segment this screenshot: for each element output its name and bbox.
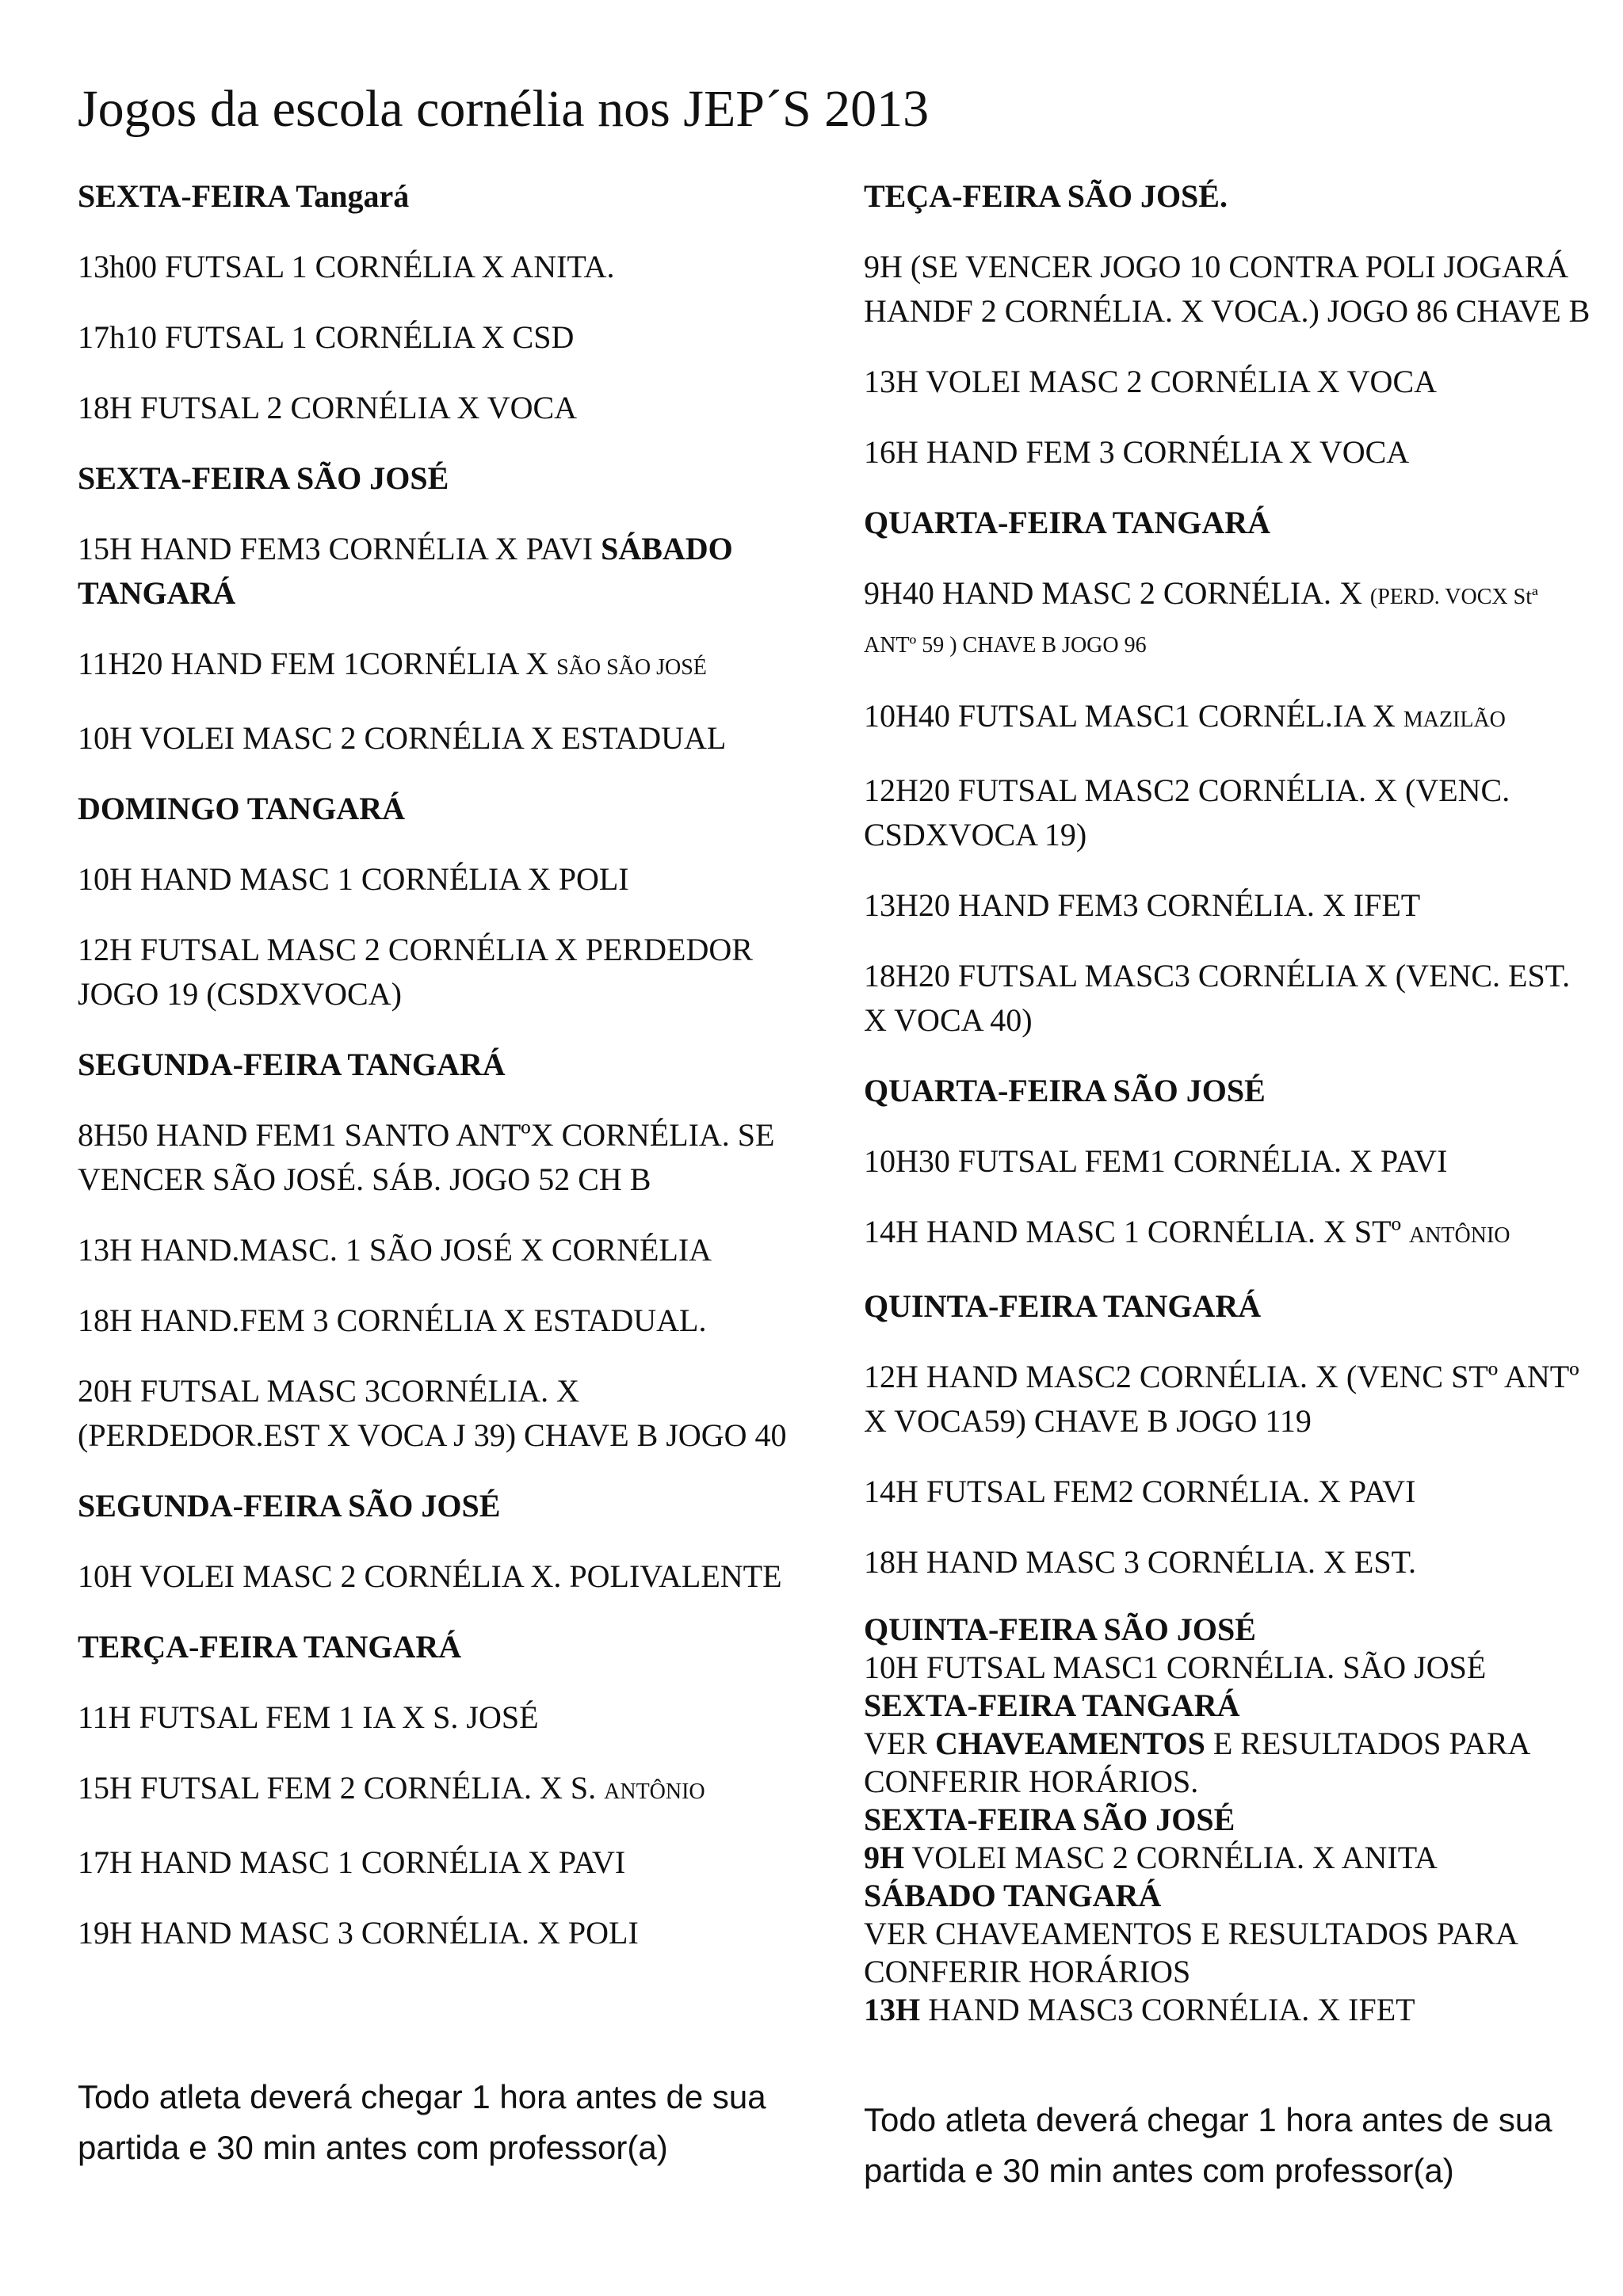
game-text: VER: [864, 1726, 935, 1761]
game-text: 9H40 HAND MASC 2 CORNÉLIA. X: [864, 575, 1370, 611]
game-entry: [864, 1725, 1593, 1801]
game-entry: 18H20 FUTSAL MASC3 CORNÉLIA X (VENC. EST. X VOCA 40): [864, 958, 1571, 1038]
game-text-small: MAZILÃO: [1403, 707, 1506, 732]
game-text-small: ANTÔNIO: [1409, 1223, 1510, 1248]
day-heading: TEÇA-FEIRA SÃO JOSÉ.: [864, 178, 1228, 214]
left-column: [78, 174, 807, 2166]
game-entry: [78, 527, 807, 616]
day-heading: SEXTA-FEIRA TANGARÁ: [864, 1688, 1240, 1723]
game-entry: 11H FUTSAL FEM 1 IA X S. JOSÉ: [78, 1699, 539, 1735]
game-entry: VER CHAVEAMENTOS E RESULTADOS PARA CONFERIR HORÁRIOS: [864, 1916, 1517, 1989]
game-text: E RESULTADOS PARA CONFERIR HORÁRIOS.: [864, 1726, 1529, 1799]
game-entry: 13h00 FUTSAL 1 CORNÉLIA X ANITA.: [78, 249, 615, 284]
game-entry: [78, 1766, 807, 1814]
game-text-small: (PERD. VOCX Stª ANTº 59 ) CHAVE B JOGO 96: [864, 585, 1538, 658]
game-entry: [864, 1210, 1593, 1258]
day-heading: DOMINGO TANGARÁ: [78, 791, 405, 826]
game-entry: 10H VOLEI MASC 2 CORNÉLIA X. POLIVALENTE: [78, 1558, 782, 1594]
day-heading: QUINTA-FEIRA SÃO JOSÉ: [864, 1611, 1256, 1647]
game-entry: 12H FUTSAL MASC 2 CORNÉLIA X PERDEDOR JOGO 19 (CSDXVOCA): [78, 932, 753, 1012]
game-entry: 13H20 HAND FEM3 CORNÉLIA. X IFET: [864, 887, 1421, 923]
closing-schedule-block: [864, 1611, 1593, 2029]
day-heading: SEXTA-FEIRA SÃO JOSÉ: [864, 1802, 1235, 1837]
game-entry: 10H HAND MASC 1 CORNÉLIA X POLI: [78, 861, 629, 897]
game-text: 11H20 HAND FEM 1CORNÉLIA X: [78, 646, 557, 681]
arrival-note: Todo atleta deverá chegar 1 hora antes de sua partida e 30 min antes com professor(a): [78, 2078, 766, 2166]
day-heading: SEGUNDA-FEIRA TANGARÁ: [78, 1047, 506, 1082]
game-entry: 10H30 FUTSAL FEM1 CORNÉLIA. X PAVI: [864, 1143, 1448, 1179]
game-entry: [78, 642, 807, 690]
game-entry: 18H HAND MASC 3 CORNÉLIA. X EST.: [864, 1544, 1417, 1580]
game-text: 14H HAND MASC 1 CORNÉLIA. X STº: [864, 1214, 1409, 1249]
day-heading: SEGUNDA-FEIRA SÃO JOSÉ: [78, 1488, 501, 1524]
game-text-small: SÃO SÃO JOSÉ: [556, 655, 707, 680]
page-title: Jogos da escola cornélia nos JEP´S 2013: [78, 80, 930, 138]
game-entry: 16H HAND FEM 3 CORNÉLIA X VOCA: [864, 434, 1410, 470]
day-heading: QUINTA-FEIRA TANGARÁ: [864, 1288, 1262, 1324]
game-entry: 18H FUTSAL 2 CORNÉLIA X VOCA: [78, 390, 578, 425]
game-text-small: ANTÔNIO: [604, 1779, 705, 1804]
right-column: [864, 174, 1593, 2189]
game-entry: [864, 694, 1593, 742]
day-heading: SÁBADO TANGARÁ: [864, 1878, 1162, 1913]
game-text: VOLEI MASC 2 CORNÉLIA. X ANITA: [904, 1840, 1438, 1875]
day-heading-inline: SÁBADO TANGARÁ: [78, 531, 733, 611]
game-entry: 8H50 HAND FEM1 SANTO ANTºX CORNÉLIA. SE VENCER SÃO JOSÉ. SÁB. JOGO 52 CH B: [78, 1117, 775, 1197]
game-entry: 10H VOLEI MASC 2 CORNÉLIA X ESTADUAL: [78, 720, 727, 756]
day-heading: QUARTA-FEIRA TANGARÁ: [864, 505, 1271, 540]
game-text: 15H FUTSAL FEM 2 CORNÉLIA. X S.: [78, 1770, 605, 1806]
game-time-bold: 9H: [864, 1840, 905, 1875]
game-entry: 17h10 FUTSAL 1 CORNÉLIA X CSD: [78, 319, 575, 355]
game-entry: 13H VOLEI MASC 2 CORNÉLIA X VOCA: [864, 364, 1438, 399]
game-entry: 13H HAND.MASC. 1 SÃO JOSÉ X CORNÉLIA: [78, 1232, 712, 1268]
game-text: 15H HAND FEM3 CORNÉLIA X PAVI: [78, 531, 601, 566]
game-text-bold: CHAVEAMENTOS: [935, 1726, 1205, 1761]
game-entry: 20H FUTSAL MASC 3CORNÉLIA. X (PERDEDOR.EST X VOCA J 39) CHAVE B JOGO 40: [78, 1373, 787, 1453]
game-entry: [864, 571, 1593, 668]
game-entry: 9H (SE VENCER JOGO 10 CONTRA POLI JOGARÁ HANDF 2 CORNÉLIA. X VOCA.) JOGO 86 CHAVE B: [864, 249, 1591, 329]
day-heading: SEXTA-FEIRA SÃO JOSÉ: [78, 460, 449, 496]
game-entry: [864, 1839, 1593, 1877]
day-heading: TERÇA-FEIRA TANGARÁ: [78, 1629, 462, 1665]
game-entry: 10H FUTSAL MASC1 CORNÉLIA. SÃO JOSÉ: [864, 1650, 1487, 1685]
game-text: HAND MASC3 CORNÉLIA. X IFET: [920, 1992, 1415, 2027]
game-entry: 18H HAND.FEM 3 CORNÉLIA X ESTADUAL.: [78, 1302, 707, 1338]
game-entry: 14H FUTSAL FEM2 CORNÉLIA. X PAVI: [864, 1474, 1416, 1509]
game-text: 10H40 FUTSAL MASC1 CORNÉL.IA X: [864, 698, 1403, 734]
game-entry: [864, 1991, 1593, 2029]
game-time-bold: 13H: [864, 1992, 921, 2027]
day-heading: QUARTA-FEIRA SÃO JOSÉ: [864, 1073, 1266, 1108]
game-entry: 12H HAND MASC2 CORNÉLIA. X (VENC STº ANTº X VOCA59) CHAVE B JOGO 119: [864, 1359, 1579, 1439]
game-entry: 12H20 FUTSAL MASC2 CORNÉLIA. X (VENC. CSDXVOCA 19): [864, 772, 1510, 852]
game-entry: 17H HAND MASC 1 CORNÉLIA X PAVI: [78, 1844, 626, 1880]
day-heading: SEXTA-FEIRA Tangará: [78, 178, 410, 214]
game-entry: 19H HAND MASC 3 CORNÉLIA. X POLI: [78, 1915, 639, 1951]
arrival-note: Todo atleta deverá chegar 1 hora antes de sua partida e 30 min antes com professor(a): [864, 2101, 1552, 2189]
